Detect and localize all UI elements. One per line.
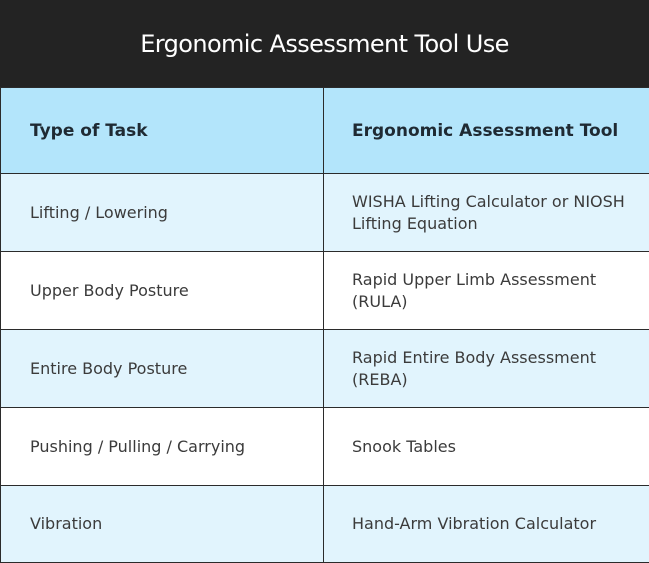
header-assessment-tool: Ergonomic Assessment Tool: [324, 88, 649, 174]
task-cell: Lifting / Lowering: [1, 174, 324, 252]
table-row: [1, 174, 649, 252]
tool-cell: WISHA Lifting Calculator or NIOSH Lifting Equation: [324, 174, 649, 252]
task-cell: Entire Body Posture: [1, 330, 324, 408]
table-row: [1, 252, 649, 330]
tool-cell: Snook Tables: [324, 408, 649, 486]
table-row: [1, 330, 649, 408]
table-row: [1, 486, 649, 563]
table-title: Ergonomic Assessment Tool Use: [0, 0, 649, 87]
task-cell: Vibration: [1, 486, 324, 563]
table-header-row: [1, 88, 649, 174]
task-cell: Upper Body Posture: [1, 252, 324, 330]
tool-cell: Rapid Upper Limb Assessment (RULA): [324, 252, 649, 330]
tool-cell: Hand-Arm Vibration Calculator: [324, 486, 649, 563]
assessment-table: [0, 87, 649, 563]
tool-cell: Rapid Entire Body Assessment (REBA): [324, 330, 649, 408]
task-cell: Pushing / Pulling / Carrying: [1, 408, 324, 486]
header-type-of-task: Type of Task: [1, 88, 324, 174]
table-row: [1, 408, 649, 486]
